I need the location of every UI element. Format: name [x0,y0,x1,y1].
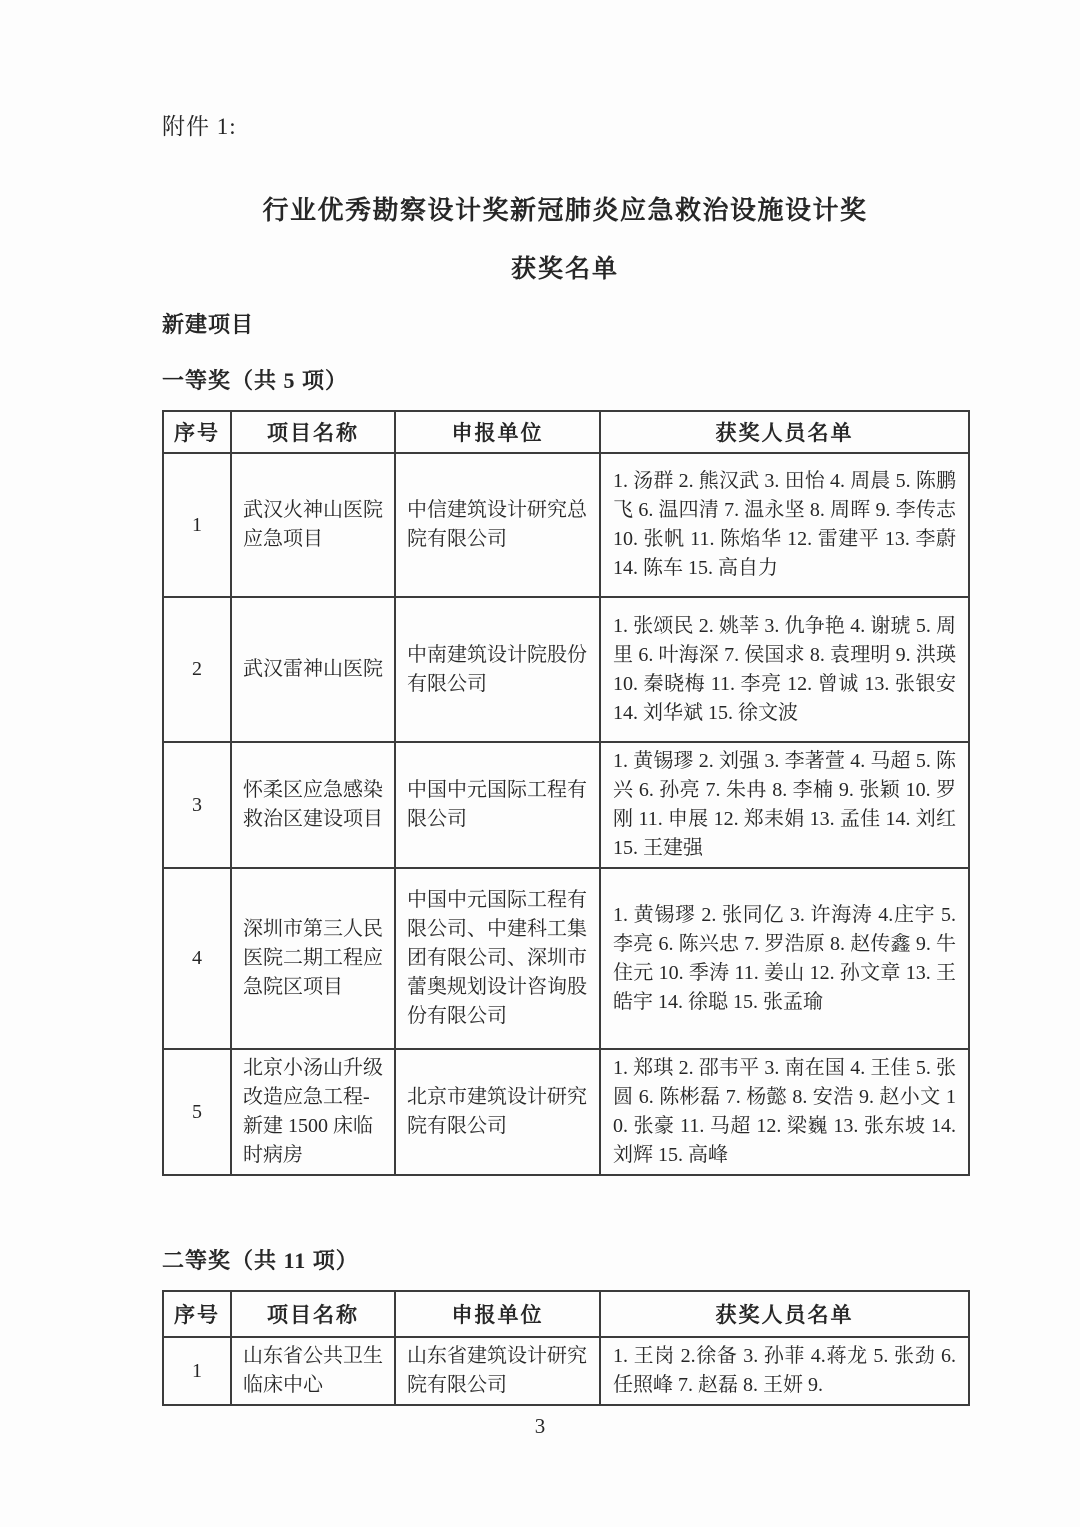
project-cell: 深圳市第三人民医院二期工程应急院区项目 [231,868,395,1049]
seq-cell: 1 [163,1337,231,1405]
table-row [163,597,969,742]
second-prize-table [162,1290,970,1406]
table-row [163,1337,969,1405]
table-header-row [163,1291,969,1337]
project-cell: 武汉火神山医院应急项目 [231,453,395,597]
column-header-organization: 申报单位 [395,411,600,453]
organization-cell: 中信建筑设计研究总院有限公司 [395,453,600,597]
organization-cell: 中南建筑设计院股份有限公司 [395,597,600,742]
document-title: 行业优秀勘察设计奖新冠肺炎应急救治设施设计奖 [262,196,868,225]
first-prize-table [162,410,970,1176]
column-header-organization: 申报单位 [395,1291,600,1337]
table-header-row [163,411,969,453]
column-header-winners: 获奖人员名单 [600,411,969,453]
organization-cell: 中国中元国际工程有限公司 [395,742,600,868]
winners-cell: 1. 黄锡璆 2. 张同亿 3. 许海涛 4.庄宇 5. 李亮 6. 陈兴忠 7. 罗浩原 8. 赵传鑫 9. 牛住元 10. 季涛 11. 姜山 12. 孙文章 13. 王皓宇 14. 徐聪 15. 张孟瑜 [600,868,969,1049]
project-cell: 北京小汤山升级改造应急工程-新建 1500 床临时病房 [231,1049,395,1175]
column-header-project: 项目名称 [231,1291,395,1337]
table-row [163,742,969,868]
project-cell: 武汉雷神山医院 [231,597,395,742]
winners-cell: 1. 王岗 2.徐备 3. 孙菲 4.蒋龙 5. 张劲 6. 任照峰 7. 赵磊 8. 王妍 9. [600,1337,969,1405]
winners-cell: 1. 汤群 2. 熊汉武 3. 田怡 4. 周晨 5. 陈鹏飞 6. 温四清 7. 温永坚 8. 周晖 9. 李传志 10. 张帆 11. 陈焰华 12. 雷建平 13. 李蔚 14. 陈车 15. 高自力 [600,453,969,597]
first-prize-heading: 一等奖（共 5 项） [162,368,349,393]
page-number: 3 [534,1414,546,1438]
column-header-winners: 获奖人员名单 [600,1291,969,1337]
organization-cell: 山东省建筑设计研究院有限公司 [395,1337,600,1405]
winners-cell: 1. 张颂民 2. 姚莘 3. 仇争艳 4. 谢琥 5. 周里 6. 叶海深 7. 侯国求 8. 袁理明 9. 洪瑛 10. 秦晓梅 11. 李亮 12. 曾诚 13. 张银安 14. 刘华斌 15. 徐文波 [600,597,969,742]
document-content [162,0,968,1406]
seq-cell: 2 [163,597,231,742]
table-row [163,453,969,597]
project-cell: 怀柔区应急感染救治区建设项目 [231,742,395,868]
column-header-seq: 序号 [163,411,231,453]
organization-cell: 北京市建筑设计研究院有限公司 [395,1049,600,1175]
organization-cell: 中国中元国际工程有限公司、中建科工集团有限公司、深圳市蕾奥规划设计咨询股份有限公司 [395,868,600,1049]
project-cell: 山东省公共卫生临床中心 [231,1337,395,1405]
second-prize-heading: 二等奖（共 11 项） [162,1248,359,1273]
document-subtitle: 获奖名单 [510,256,619,283]
seq-cell: 4 [163,868,231,1049]
section-heading-new-projects: 新建项目 [162,312,255,337]
attachment-label: 附件 1: [162,114,237,139]
table-row [163,868,969,1049]
winners-cell: 1. 黄锡璆 2. 刘强 3. 李著萱 4. 马超 5. 陈兴 6. 孙亮 7. 朱冉 8. 李楠 9. 张颖 10. 罗刚 11. 申展 12. 郑耒娟 13. 孟佳 14. 刘红 15. 王建强 [600,742,969,868]
table-row [163,1049,969,1175]
seq-cell: 5 [163,1049,231,1175]
seq-cell: 1 [163,453,231,597]
column-header-project: 项目名称 [231,411,395,453]
column-header-seq: 序号 [163,1291,231,1337]
winners-cell: 1. 郑琪 2. 邵韦平 3. 南在国 4. 王佳 5. 张圆 6. 陈彬磊 7. 杨懿 8. 安浩 9. 赵小文 10. 张豪 11. 马超 12. 梁巍 13. 张东坡 14. 刘辉 15. 高峰 [600,1049,969,1175]
seq-cell: 3 [163,742,231,868]
